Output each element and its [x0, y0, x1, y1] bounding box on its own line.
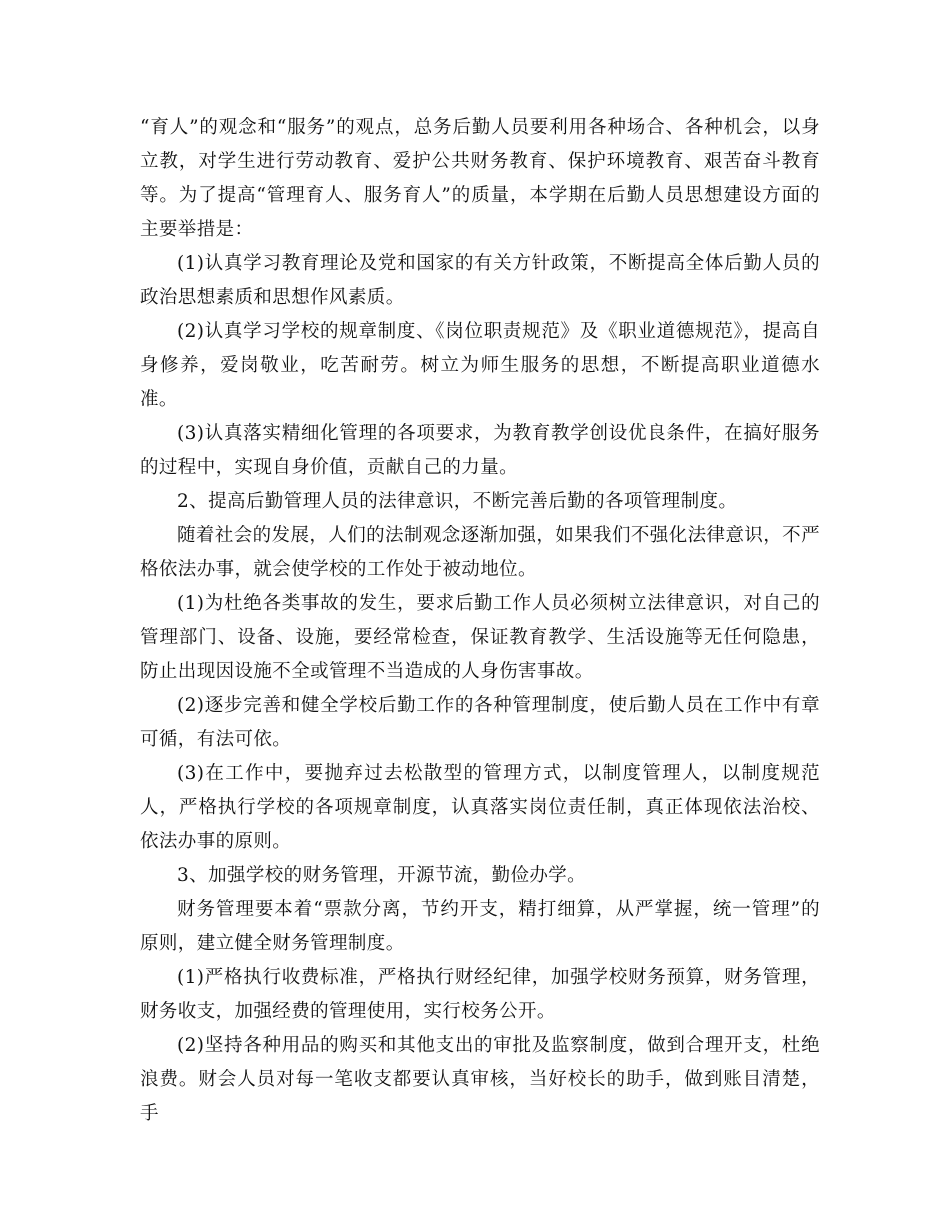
paragraph: (1)认真学习教育理论及党和国家的有关方针政策，不断提高全体后勤人员的政治思想素质和思想作风素质。: [140, 253, 820, 308]
paragraph: (2)认真学习学校的规章制度、《岗位职责规范》及《职业道德规范》，提高自身修养，爱岗敬业，吃苦耐劳。树立为师生服务的思想，不断提高职业道德水准。: [140, 321, 820, 410]
paragraph: (1)严格执行收费标准，严格执行财经纪律，加强学校财务预算，财务管理，财务收支，加强经费的管理使用，实行校务公开。: [140, 967, 820, 1022]
section-heading: 3、加强学校的财务管理，开源节流，勤俭办学。: [177, 865, 587, 886]
paragraph: 随着社会的发展，人们的法制观念逐渐加强，如果我们不强化法律意识，不严格依法办事，就会使学校的工作处于被动地位。: [140, 525, 820, 580]
paragraph: “育人”的观念和“服务”的观点，总务后勤人员要利用各种场合、各种机会，以身立教，对学生进行劳动教育、爱护公共财务教育、保护环境教育、艰苦奋斗教育等。为了提高“管理育人、服务育人”的质量，本学期在后勤人员思想建设方面的主要举措是：: [140, 117, 820, 240]
section-heading: 2、提高后勤管理人员的法律意识，不断完善后勤的各项管理制度。: [177, 491, 738, 512]
paragraph: (3)认真落实精细化管理的各项要求，为教育教学创设优良条件，在搞好服务的过程中，实现自身价值，贡献自己的力量。: [140, 423, 820, 478]
paragraph: 财务管理要本着“票款分离，节约开支，精打细算，从严掌握，统一管理”的原则，建立健全财务管理制度。: [140, 899, 820, 954]
paragraph: (2)坚持各种用品的购买和其他支出的审批及监察制度，做到合理开支，杜绝浪费。财会人员对每一笔收支都要认真审核，当好校长的助手，做到账目清楚，手: [140, 1035, 820, 1124]
paragraph: (3)在工作中，要抛弃过去松散型的管理方式，以制度管理人，以制度规范人，严格执行学校的各项规章制度，认真落实岗位责任制，真正体现依法治校、依法办事的原则。: [140, 763, 820, 852]
document-body: [140, 111, 820, 1131]
paragraph: (1)为杜绝各类事故的发生，要求后勤工作人员必须树立法律意识，对自己的管理部门、设备、设施，要经常检查，保证教育教学、生活设施等无任何隐患，防止出现因设施不全或管理不当造成的人身伤害事故。: [140, 593, 820, 682]
paragraph: (2)逐步完善和健全学校后勤工作的各种管理制度，使后勤人员在工作中有章可循，有法可依。: [140, 695, 820, 750]
